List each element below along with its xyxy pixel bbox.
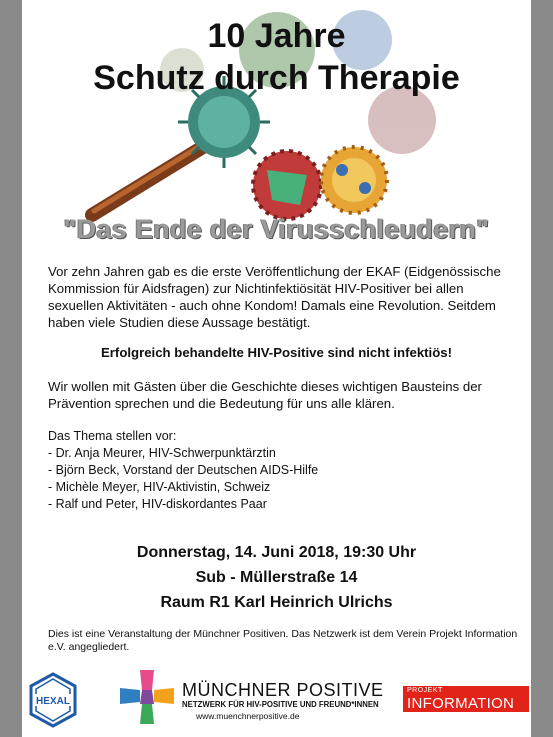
speaker-item: - Michèle Meyer, HIV-Aktivistin, Schweiz <box>48 480 271 494</box>
title-line-1: 10 Jahre <box>207 17 346 55</box>
red-virus <box>253 151 321 219</box>
subtitle: "Das Ende der Virusschleudern" <box>63 214 490 244</box>
yellow-virus <box>321 147 387 213</box>
projekt-information-logo <box>403 686 529 712</box>
footnote: Dies ist eine Veranstaltung der Münchner Positiven. Das Netzwerk ist dem Verein Projekt Information e.V. angegliedert. <box>48 628 518 653</box>
title-line-2: Schutz durch Therapie <box>93 59 460 97</box>
speaker-item: - Björn Beck, Vorstand der Deutschen AIDS-Hilfe <box>48 463 319 477</box>
projekt-label: PROJEKT <box>407 687 443 694</box>
event-room: Raum R1 Karl Heinrich Ulrichs <box>160 594 393 611</box>
speaker-item: - Ralf und Peter, HIV-diskordantes Paar <box>48 497 267 511</box>
discussion-paragraph: Wir wollen mit Gästen über die Geschichte dieses wichtigen Bausteins der Prävention sprechen und die Bedeutung für uns alle klären. <box>48 379 482 411</box>
poster <box>22 0 531 737</box>
speakers-list <box>48 428 518 513</box>
information-label: INFORMATION <box>407 695 515 712</box>
muenchner-positive-url: www.muenchnerpositive.de <box>196 711 300 721</box>
muenchner-positive-logo-icon <box>118 668 176 726</box>
speaker-item: - Dr. Anja Meurer, HIV-Schwerpunktärztin <box>48 446 276 460</box>
highlight-statement: Erfolgreich behandelte HIV-Positive sind nicht infektiös! <box>101 345 452 360</box>
hexal-logo-text: HEXAL <box>36 696 70 707</box>
intro-paragraph: Vor zehn Jahren gab es die erste Veröffentlichung der EKAF (Eidgenössische Kommission für Aidsfragen) zur Nichtinfektiösität HIV-Positiver bei allen sexuellen Aktivitäten - auch ohne Kondom! Damals eine Revolution. Seitdem haben viele Studien diese Aussage bestätigt. <box>48 264 501 330</box>
speakers-intro: Das Thema stellen vor: <box>48 429 177 443</box>
event-venue: Sub - Müllerstraße 14 <box>195 569 358 586</box>
hexal-logo <box>28 672 78 728</box>
event-date: Donnerstag, 14. Juni 2018, 19:30 Uhr <box>136 544 417 561</box>
muenchner-positive-name: MÜNCHNER POSITIVE <box>182 680 384 700</box>
muenchner-positive-tagline: NETZWERK FÜR HIV-POSITIVE UND FREUND*INNEN <box>182 700 379 709</box>
